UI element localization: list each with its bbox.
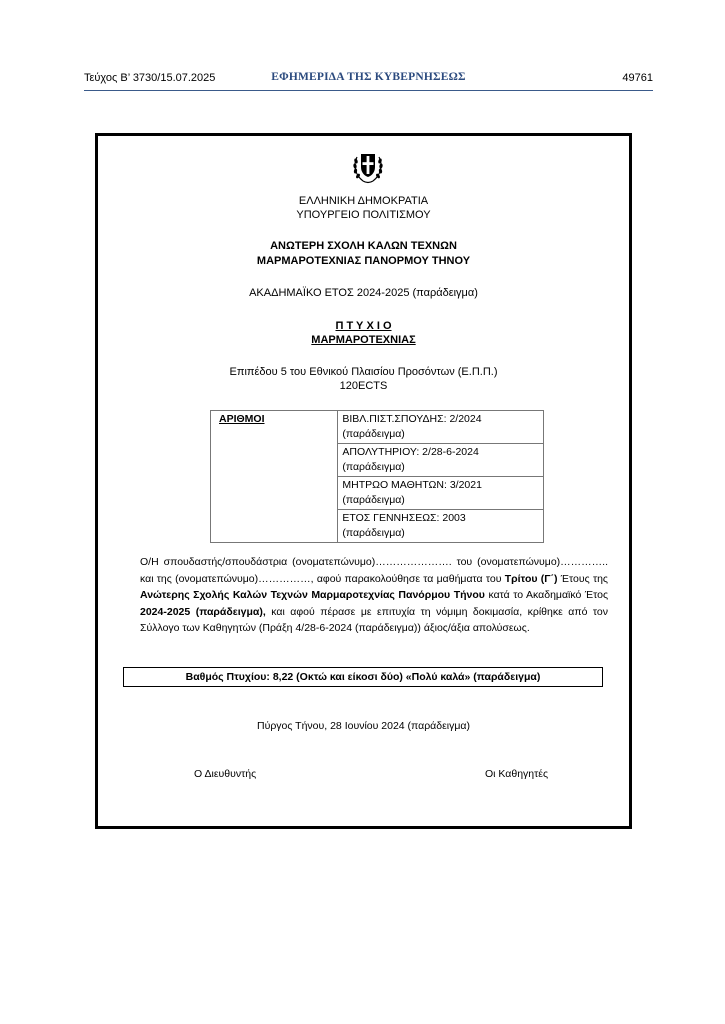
table-cell: ΒΙΒΛ.ΠΙΣΤ.ΣΠΟΥΔΗΣ: 2/2024 (παράδειγμα) <box>338 411 544 444</box>
qualification-level: Επιπέδου 5 του Εθνικού Πλαισίου Προσόντων (Ε.Π.Π.) <box>229 366 498 378</box>
numbers-table <box>210 410 544 543</box>
certificate-title: Π Τ Υ Χ Ι Ο <box>335 320 392 332</box>
greek-coat-of-arms-icon <box>351 147 385 185</box>
republic-name: ΕΛΛΗΝΙΚΗ ΔΗΜΟΚΡΑΤΙΑ <box>298 195 429 207</box>
table-row <box>211 411 544 444</box>
page-number: 49761 <box>622 72 653 84</box>
place-date: Πύργος Τήνου, 28 Ιουνίου 2024 (παράδειγμα) <box>257 720 470 732</box>
table-cell: ΑΠΟΛΥΤΗΡΙΟΥ: 2/28-6-2024 (παράδειγμα) <box>338 444 544 477</box>
signature-professors: Οι Καθηγητές <box>485 768 549 780</box>
ministry-name: ΥΠΟΥΡΓΕΙΟ ΠΟΛΙΤΙΣΜΟΥ <box>296 209 431 221</box>
table-cell: ΕΤΟΣ ΓΕΝΝΗΣΕΩΣ: 2003 (παράδειγμα) <box>338 510 544 543</box>
school-name-line1: ΑΝΩΤΕΡΗ ΣΧΟΛΗ ΚΑΛΩΝ ΤΕΧΝΩΝ <box>270 240 457 252</box>
signature-director: Ο Διευθυντής <box>194 768 257 780</box>
certificate-body-text: Ο/Η σπουδαστής/σπουδάστρια (ονοματεπώνυμο)…………………. του (ονοματεπώνυμο)………….. και της (ονοματεπώνυμο)……………, αφού παρακολούθησε τα μαθήματα του Τρίτου (Γ΄) Έτους της Ανώτερης Σχολής Καλών Τεχνών Μαρμαροτεχνίας Πανόρμου Τήνου κατά το Ακαδημαϊκό Έτος 2024-2025 (παράδειγμα), και αφού πέρασε με επιτυχία τη νόμιμη δοκιμασία, κρίθηκε από τον Σύλλογο των Καθηγητών (Πράξη 4/28-6-2024 (παράδειγμα)) άξιος/άξια απολύσεως. <box>140 556 608 634</box>
numbers-label: ΑΡΙΘΜΟΙ <box>219 413 265 425</box>
grade-box: Βαθμός Πτυχίου: 8,22 (Οκτώ και είκοσι δύο) «Πολύ καλά» (παράδειγμα) <box>123 667 603 687</box>
gazette-title: ΕΦΗΜΕΡΙΔΑ ΤΗΣ ΚΥΒΕΡΝΗΣΕΩΣ <box>271 71 466 83</box>
academic-year: ΑΚΑΔΗΜΑΪΚΟ ΕΤΟΣ 2024-2025 (παράδειγμα) <box>249 287 478 299</box>
ects-credits: 120ECTS <box>339 380 388 392</box>
table-cell: ΜΗΤΡΩΟ ΜΑΘΗΤΩΝ: 3/2021 (παράδειγμα) <box>338 477 544 510</box>
certificate-subtitle: ΜΑΡΜΑΡΟΤΕΧΝΙΑΣ <box>311 334 416 346</box>
gazette-header <box>84 70 653 91</box>
school-name-line2: ΜΑΡΜΑΡΟΤΕΧΝΙΑΣ ΠΑΝΟΡΜΟΥ ΤΗΝΟΥ <box>256 255 471 267</box>
issue-number: Τεύχος Β’ 3730/15.07.2025 <box>84 72 216 84</box>
certificate-frame <box>95 133 632 829</box>
